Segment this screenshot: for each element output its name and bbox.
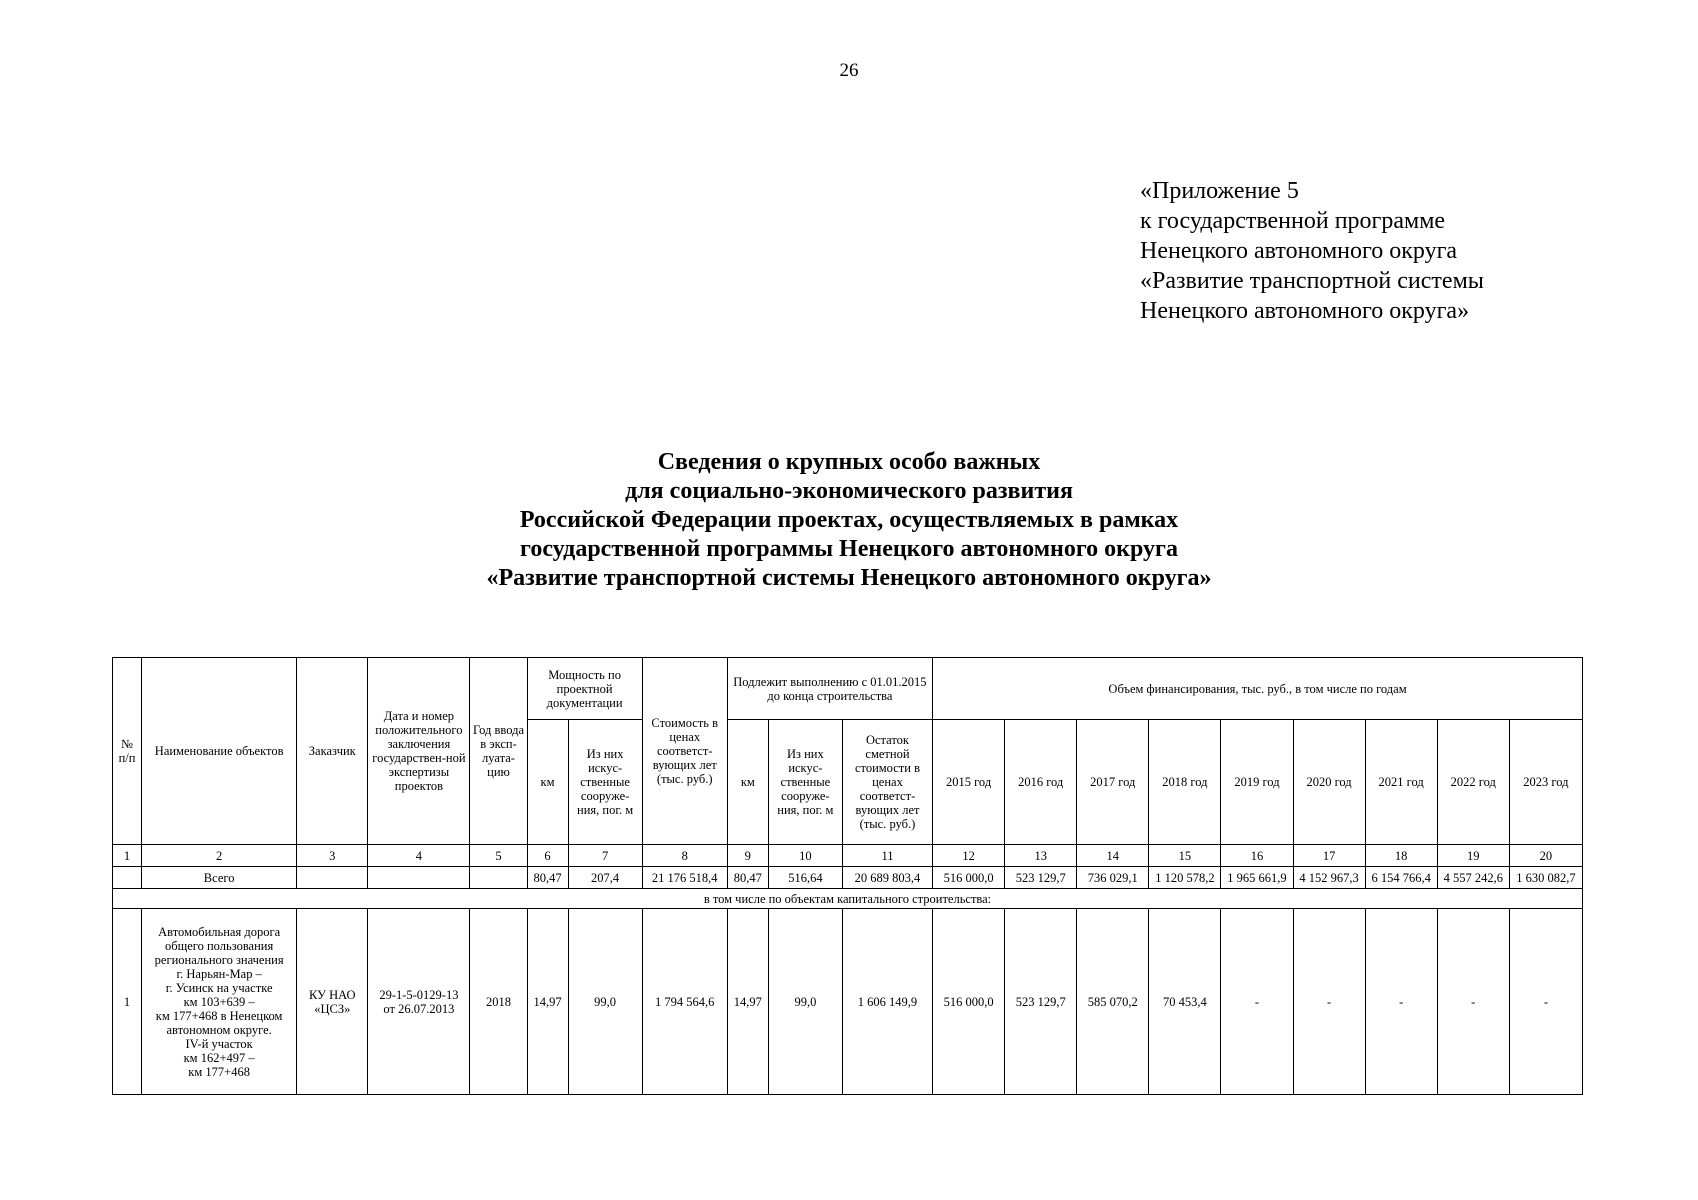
header-year: 2023 год: [1509, 720, 1582, 845]
object-name-line: км 177+468 в Ненецком: [155, 1008, 283, 1023]
appendix-line: Ненецкого автономного округа: [1140, 238, 1458, 264]
header-num: № п/п: [113, 658, 142, 845]
table-cell: 80,47: [527, 867, 568, 889]
column-number: 6: [527, 845, 568, 867]
column-number: 12: [933, 845, 1005, 867]
appendix-line: Ненецкого автономного округа»: [1140, 298, 1470, 324]
object-name-line: г. Нарьян-Мар –: [176, 966, 262, 981]
table-cell: 1 606 149,9: [842, 909, 932, 1095]
table-cell: 21 176 518,4: [642, 867, 727, 889]
table-cell: 736 029,1: [1077, 867, 1149, 889]
table-cell: 99,0: [768, 909, 842, 1095]
table-cell: 14,97: [727, 909, 768, 1095]
table-cell: 20 689 803,4: [842, 867, 932, 889]
header-year: 2019 год: [1221, 720, 1293, 845]
table-cell: -: [1509, 909, 1582, 1095]
column-number: 8: [642, 845, 727, 867]
object-name-line: Автомобильная дорога: [158, 924, 281, 939]
column-number: 4: [368, 845, 470, 867]
header-customer: Заказчик: [297, 658, 368, 845]
table-cell: 207,4: [568, 867, 642, 889]
column-number: 11: [842, 845, 932, 867]
header-year-commission: Год ввода в эксп-луата-цию: [470, 658, 527, 845]
table-cell: 523 129,7: [1005, 909, 1077, 1095]
object-name-line: общего пользования: [165, 938, 274, 953]
header-year: 2022 год: [1437, 720, 1509, 845]
header-expertise: Дата и номер положительного заключения государствен-ной экспертизы проектов: [368, 658, 470, 845]
table-cell: 2018: [470, 909, 527, 1095]
object-name-line: IV-й участок: [185, 1036, 253, 1051]
object-name-line: км 177+468: [188, 1064, 250, 1079]
column-number: 10: [768, 845, 842, 867]
header-capacity: Мощность по проектной документации: [527, 658, 642, 720]
column-number: 15: [1149, 845, 1221, 867]
appendix-note: [1140, 176, 1484, 326]
column-number: 20: [1509, 845, 1582, 867]
table-cell: 516 000,0: [933, 867, 1005, 889]
table-cell: -: [1221, 909, 1293, 1095]
page-number: 26: [839, 60, 859, 81]
table-row-object: [113, 909, 1583, 1095]
header-financing: Объем финансирования, тыс. руб., в том числе по годам: [933, 658, 1583, 720]
table-cell: 99,0: [568, 909, 642, 1095]
column-number: 1: [113, 845, 142, 867]
table-cell: 585 070,2: [1077, 909, 1149, 1095]
table-cell: 1 630 082,7: [1509, 867, 1582, 889]
expertise-line: 29-1-5-0129-13: [379, 987, 459, 1002]
table-cell: 523 129,7: [1005, 867, 1077, 889]
column-number: 14: [1077, 845, 1149, 867]
table-cell: 80,47: [727, 867, 768, 889]
title-line: Российской Федерации проектах, осуществляемых в рамках: [519, 507, 1179, 533]
column-number: 17: [1293, 845, 1365, 867]
table-cell: [368, 867, 470, 889]
table-cell: -: [1293, 909, 1365, 1095]
document-title: [0, 448, 1698, 593]
header-remaining: Подлежит выполнению с 01.01.2015 до конца строительства: [727, 658, 932, 720]
object-expertise: [368, 909, 470, 1095]
title-line: для социально-экономического развития: [625, 478, 1073, 504]
column-number: 18: [1365, 845, 1437, 867]
header-remaining-art: Из них искус-ственные сооруже-ния, пог. м: [768, 720, 842, 845]
object-name-line: регионального значения: [154, 952, 284, 967]
column-numbers-row: [113, 845, 1583, 867]
table-cell: 1 965 661,9: [1221, 867, 1293, 889]
table-cell: [470, 867, 527, 889]
header-remaining-km: км: [727, 720, 768, 845]
column-number: 7: [568, 845, 642, 867]
customer-line: КУ НАО: [309, 987, 356, 1002]
appendix-line: «Развитие транспортной системы: [1140, 268, 1484, 294]
table-cell: 516 000,0: [933, 909, 1005, 1095]
object-customer: [297, 909, 368, 1095]
column-number: 5: [470, 845, 527, 867]
customer-line: «ЦСЗ»: [314, 1001, 351, 1016]
header-year: 2016 год: [1005, 720, 1077, 845]
table-cell: 1 794 564,6: [642, 909, 727, 1095]
expertise-line: от 26.07.2013: [383, 1001, 455, 1016]
table-cell: [297, 867, 368, 889]
column-number: 3: [297, 845, 368, 867]
title-line: Сведения о крупных особо важных: [657, 449, 1041, 475]
subheader-text: в том числе по объектам капитального строительства:: [113, 889, 1583, 909]
header-year: 2018 год: [1149, 720, 1221, 845]
table-cell: -: [1365, 909, 1437, 1095]
object-name: [142, 909, 297, 1095]
object-name-line: км 162+497 –: [183, 1050, 255, 1065]
table-cell: 70 453,4: [1149, 909, 1221, 1095]
object-name-line: автономном округе.: [166, 1022, 272, 1037]
title-line: государственной программы Ненецкого автономного округа: [520, 536, 1178, 562]
table-cell: 516,64: [768, 867, 842, 889]
projects-table: [112, 657, 1583, 1095]
table-cell: 1 120 578,2: [1149, 867, 1221, 889]
object-name-line: г. Усинск на участке: [165, 980, 273, 995]
header-year: 2017 год: [1077, 720, 1149, 845]
appendix-line: «Приложение 5: [1140, 178, 1299, 204]
title-line: «Развитие транспортной системы Ненецкого автономного округа»: [486, 565, 1212, 591]
column-number: 16: [1221, 845, 1293, 867]
table-cell: 4 152 967,3: [1293, 867, 1365, 889]
column-number: 19: [1437, 845, 1509, 867]
table-cell: -: [1437, 909, 1509, 1095]
header-remaining-cost: Остаток сметной стоимости в ценах соответст-вующих лет (тыс. руб.): [842, 720, 932, 845]
column-number: 2: [142, 845, 297, 867]
total-label: Всего: [142, 867, 297, 889]
table-cell: [113, 867, 142, 889]
header-capacity-km: км: [527, 720, 568, 845]
table-cell: 4 557 242,6: [1437, 867, 1509, 889]
appendix-line: к государственной программе: [1140, 208, 1446, 234]
header-year: 2020 год: [1293, 720, 1365, 845]
header-capacity-art: Из них искус-ственные сооруже-ния, пог. м: [568, 720, 642, 845]
column-number: 9: [727, 845, 768, 867]
table-row-total: [113, 867, 1583, 889]
column-number: 13: [1005, 845, 1077, 867]
object-num: 1: [113, 909, 142, 1095]
header-name: Наименование объектов: [142, 658, 297, 845]
object-name-line: км 103+639 –: [183, 994, 255, 1009]
table-cell: 6 154 766,4: [1365, 867, 1437, 889]
table-row-subheader: [113, 889, 1583, 909]
table-cell: 14,97: [527, 909, 568, 1095]
header-cost: Стоимость в ценах соответст-вующих лет (тыс. руб.): [642, 658, 727, 845]
header-year: 2021 год: [1365, 720, 1437, 845]
header-year: 2015 год: [933, 720, 1005, 845]
